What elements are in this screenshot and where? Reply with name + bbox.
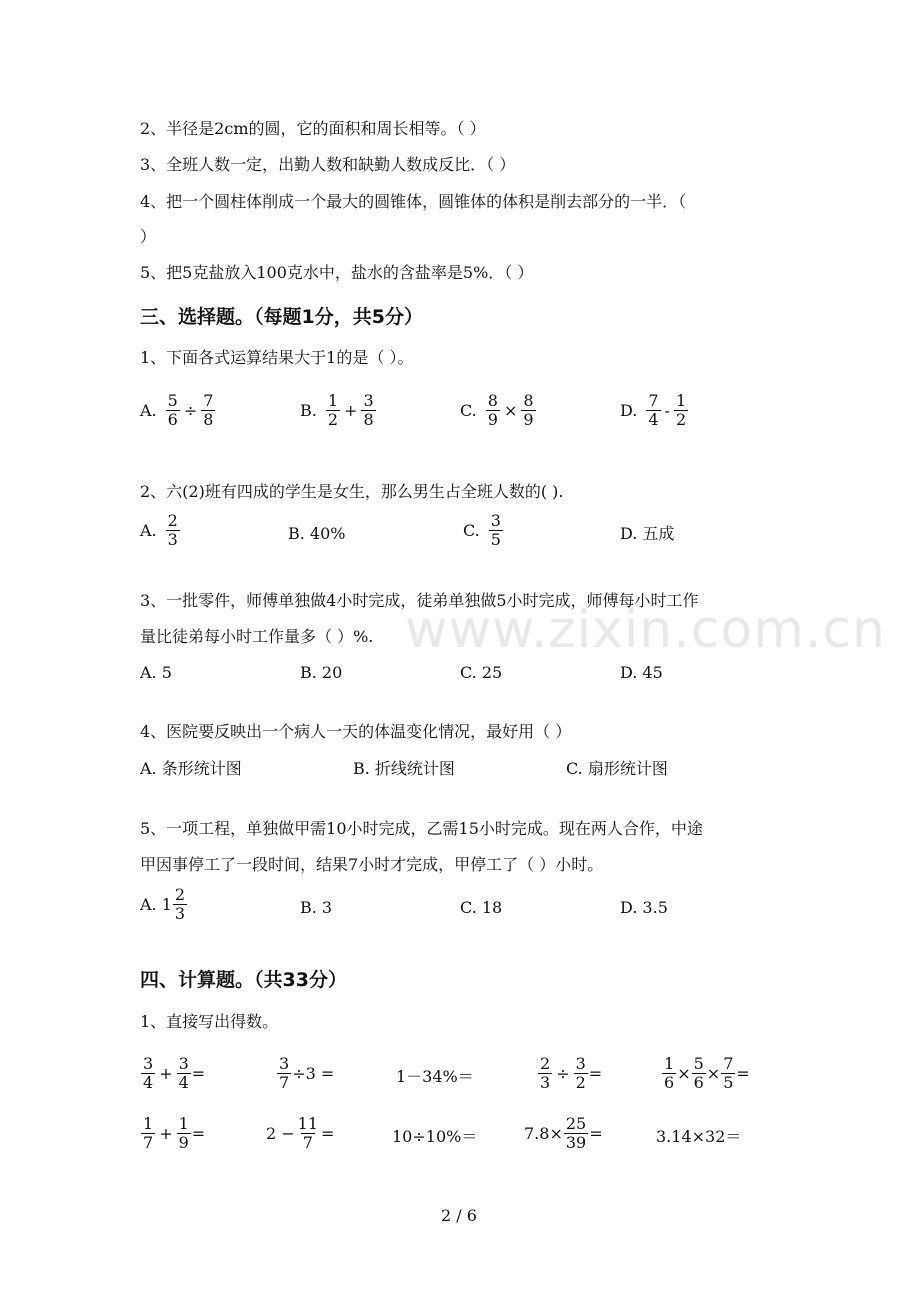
calc-r2-e5: 3.14×32＝	[656, 1127, 742, 1146]
q1-option-b: B. $\frac{1}{2}$ + $\frac{3}{8}$	[300, 391, 374, 429]
q5-option-d: D. 3.5	[620, 898, 668, 917]
q4-option-a: A. 条形统计图	[140, 759, 242, 778]
judge-item-2: 2、半径是2cm的圆，它的面积和周长相等。（ ）	[140, 119, 486, 138]
q2-text: 2、六(2)班有四成的学生是女生，那么男生占全班人数的( ).	[140, 482, 564, 501]
q4-option-c: C. 扇形统计图	[566, 759, 668, 778]
fraction: $\frac{2}{3}$	[540, 1054, 551, 1092]
fraction: $\frac{7}{4}$	[648, 391, 659, 429]
page-number: 2 / 6	[441, 1206, 477, 1225]
fraction: $\frac{25}{39}$	[565, 1114, 587, 1152]
q3-option-d: D. 45	[620, 663, 663, 682]
calc-r2-e1: $\frac{1}{7}$ + $\frac{1}{9}$ =	[143, 1114, 206, 1152]
q1-option-a: A. $\frac{5}{6}$ ÷ $\frac{7}{8}$	[140, 391, 214, 429]
q5-text-2: 甲因事停工了一段时间，结果7小时才完成，甲停工了（ ）小时。	[140, 855, 604, 874]
judge-item-3: 3、全班人数一定，出勤人数和缺勤人数成反比．（ ）	[140, 155, 516, 174]
q4-option-b: B. 折线统计图	[353, 759, 455, 778]
judge-item-5: 5、把5克盐放入100克水中，盐水的含盐率是5%．（ ）	[140, 263, 534, 282]
q2-option-a: A. $\frac{2}{3}$	[140, 511, 178, 549]
fraction: $\frac{1}{9}$	[178, 1114, 189, 1152]
calc-r1-e4: $\frac{2}{3}$ ÷ $\frac{3}{2}$ =	[540, 1054, 603, 1092]
fraction: $\frac{5}{6}$	[693, 1054, 704, 1092]
section-4-title: 四、计算题。（共33分）	[140, 969, 347, 991]
watermark: www.zixin.com.cn	[405, 600, 886, 660]
option-label: A.	[140, 401, 157, 420]
q3-text-1: 3、一批零件，师傅单独做4小时完成，徒弟单独做5小时完成，师傅每小时工作	[140, 591, 699, 610]
fraction: $\frac{11}{7}$	[297, 1114, 319, 1152]
q2-option-b: B. 40%	[288, 524, 346, 543]
fraction: $\frac{8}{9}$	[487, 391, 498, 429]
q5-text-1: 5、一项工程，单独做甲需10小时完成，乙需15小时完成。现在两人合作，中途	[140, 819, 703, 838]
q3-option-b: B. 20	[300, 663, 343, 682]
q1-text: 1、下面各式运算结果大于1的是（ ）。	[140, 348, 414, 367]
calc-r1-e1: $\frac{3}{4}$ + $\frac{3}{4}$ =	[143, 1054, 206, 1092]
fraction: $\frac{3}{2}$	[575, 1054, 586, 1092]
q5-option-c: C. 18	[460, 898, 503, 917]
calc-r2-e3: 10÷10%＝	[392, 1127, 478, 1146]
judge-item-4-tail: ）	[140, 227, 157, 246]
fraction: $\frac{1}{7}$	[143, 1114, 154, 1152]
fraction: $\frac{3}{7}$	[279, 1054, 290, 1092]
q5-option-a: A. 1 $\frac{2}{3}$	[140, 885, 186, 923]
q2-option-c: C. $\frac{3}{5}$	[463, 511, 501, 549]
fraction: $\frac{1}{2}$	[675, 391, 687, 429]
judge-item-4: 4、把一个圆柱体削成一个最大的圆锥体，圆锥体的体积是削去部分的一半．（	[140, 192, 687, 211]
fraction: $\frac{8}{9}$	[523, 391, 534, 429]
q1-option-c: C. $\frac{8}{9}$ × $\frac{8}{9}$	[460, 391, 534, 429]
fraction: $\frac{1}{6}$	[664, 1054, 675, 1092]
calc-r1-e3: 1－34%＝	[396, 1067, 474, 1086]
q3-text-2: 量比徒弟每小时工作量多（ ）%.	[140, 627, 374, 646]
q2-option-d: D. 五成	[620, 524, 675, 543]
calc-r1-e2: $\frac{3}{7}$ ÷3 =	[279, 1054, 335, 1092]
fraction: $\frac{2}{3}$	[167, 511, 178, 549]
fraction: $\frac{2}{3}$	[174, 885, 186, 923]
fraction: $\frac{3}{4}$	[143, 1054, 154, 1092]
fraction: $\frac{7}{8}$	[203, 391, 214, 429]
q5-option-b: B. 3	[300, 898, 333, 917]
calc-r2-e2: 2 − $\frac{11}{7}$ =	[266, 1114, 335, 1152]
calc-r1-e5: $\frac{1}{6}$ × $\frac{5}{6}$ × $\frac{7}{5}$ =	[664, 1054, 750, 1092]
q4-text: 4、医院要反映出一个病人一天的体温变化情况，最好用（ ）	[140, 722, 572, 741]
section-3-title: 三、选择题。（每题1分，共5分）	[140, 306, 423, 328]
fraction: $\frac{3}{5}$	[490, 511, 501, 549]
calc-q1-text: 1、直接写出得数。	[140, 1012, 279, 1031]
q3-option-a: A. 5	[140, 663, 172, 682]
q3-option-c: C. 25	[460, 663, 503, 682]
fraction: $\frac{1}{2}$	[327, 391, 339, 429]
calc-r2-e4: 7.8× $\frac{25}{39}$ =	[524, 1114, 603, 1152]
q1-option-d: D. $\frac{7}{4}$ - $\frac{1}{2}$	[620, 391, 687, 429]
fraction: $\frac{7}{5}$	[723, 1054, 734, 1092]
fraction: $\frac{3}{4}$	[178, 1054, 189, 1092]
fraction: $\frac{3}{8}$	[363, 391, 374, 429]
fraction: $\frac{5}{6}$	[167, 391, 178, 429]
